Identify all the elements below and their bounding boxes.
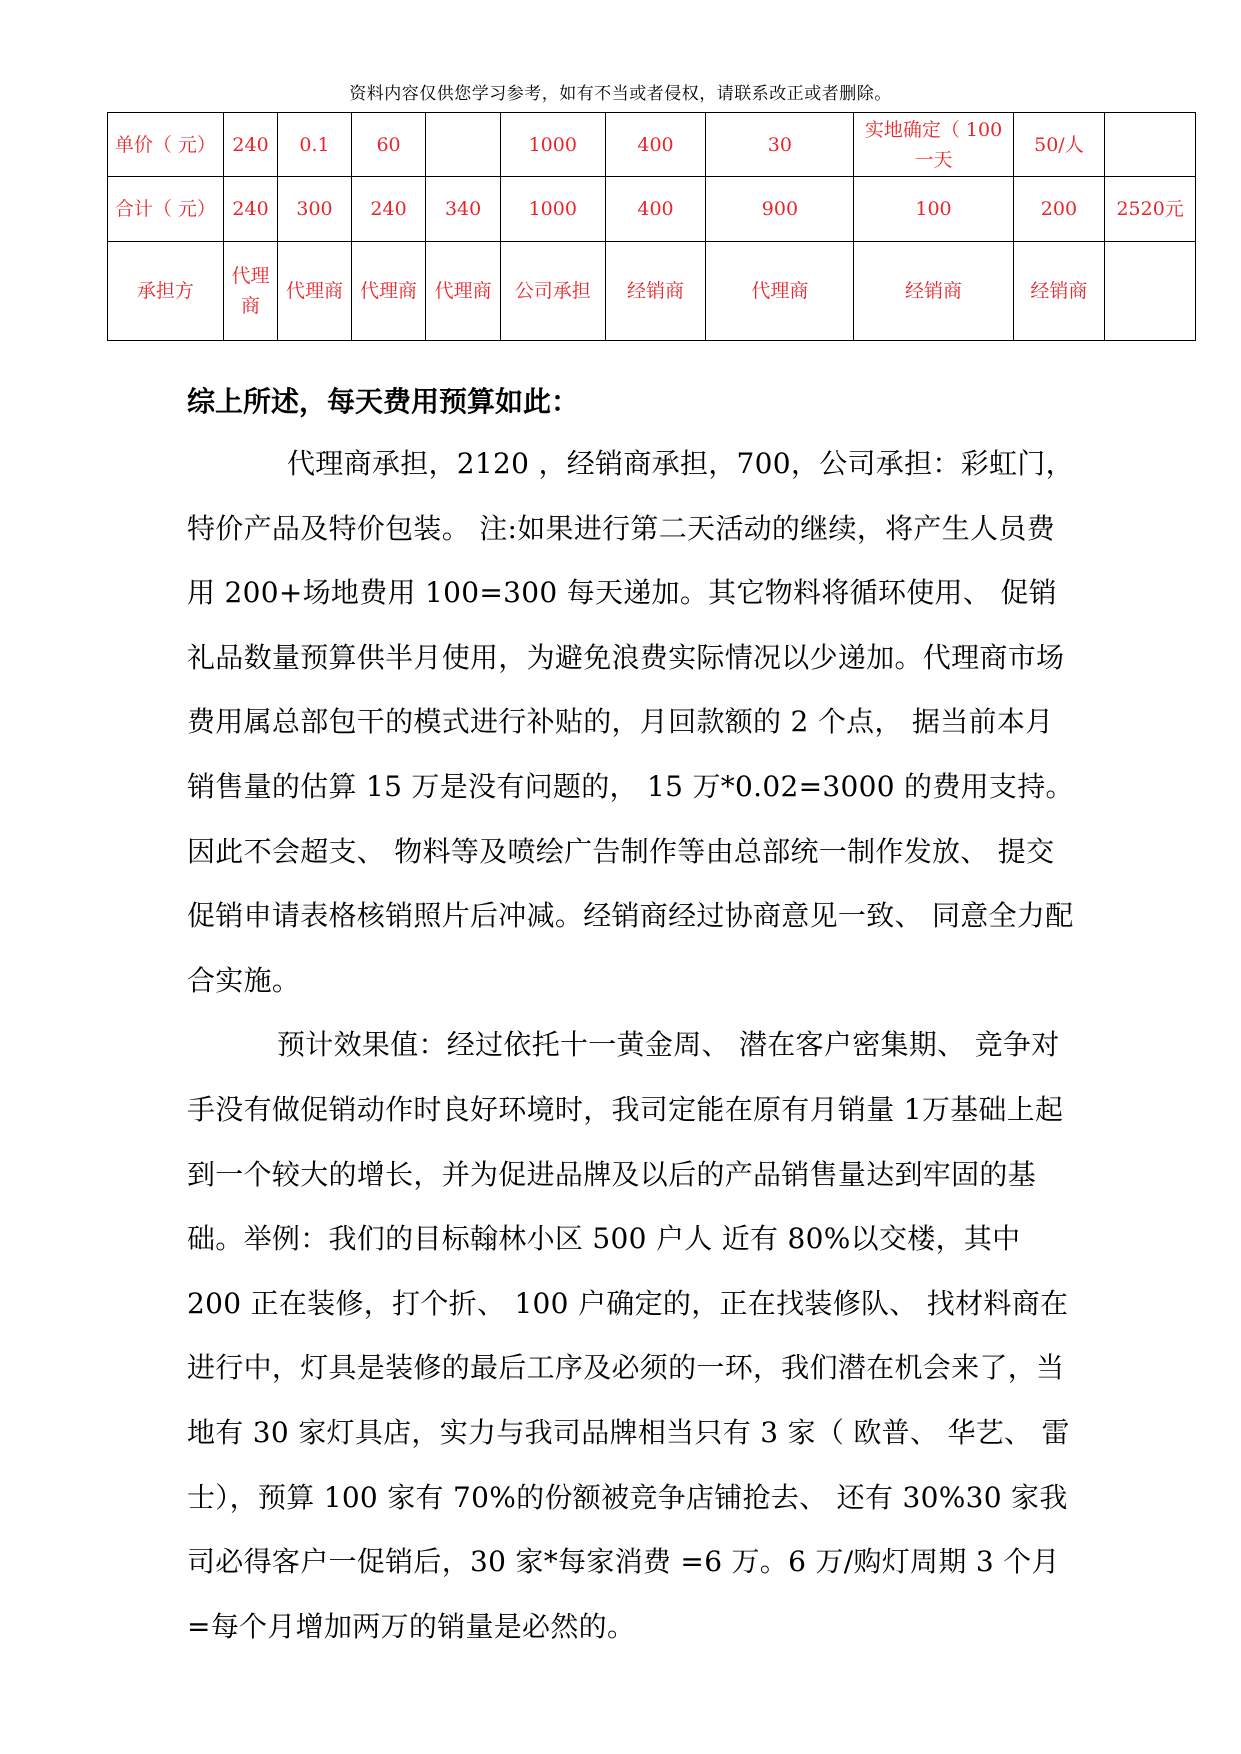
table-cell: 经销商 xyxy=(1013,242,1105,341)
section-heading: 综上所述，每天费用预算如此： xyxy=(187,385,580,418)
table-cell: 代理商 xyxy=(706,242,854,341)
table-cell: 240 xyxy=(351,177,426,242)
table-cell: 0.1 xyxy=(278,113,352,177)
table-cell: 代理商 xyxy=(223,242,277,341)
table-cell: 实地确定（ 100 一天 xyxy=(854,113,1013,177)
table-cell: 900 xyxy=(706,177,854,242)
table-cell: 经销商 xyxy=(605,242,706,341)
table-cell: 400 xyxy=(605,113,706,177)
table-cell: 2520元 xyxy=(1105,177,1196,242)
row-header-cell: 合计（ 元） xyxy=(108,177,224,242)
table-cell xyxy=(1105,242,1196,341)
table-cell: 公司承担 xyxy=(500,242,605,341)
table-cell: 代理商 xyxy=(426,242,501,341)
table-cell: 代理商 xyxy=(351,242,426,341)
table-cell: 100 xyxy=(854,177,1013,242)
main-content xyxy=(187,382,1077,1659)
row-header-cell: 单价（ 元） xyxy=(108,113,224,177)
unit-price-row xyxy=(108,113,1196,177)
table-cell: 300 xyxy=(278,177,352,242)
total-row xyxy=(108,177,1196,242)
budget-table xyxy=(107,112,1196,341)
table-cell: 340 xyxy=(426,177,501,242)
header-disclaimer: 资料内容仅供您学习参考，如有不当或者侵权，请联系改正或者删除。 xyxy=(349,84,892,104)
table-cell: 240 xyxy=(223,113,277,177)
table-cell: 1000 xyxy=(500,177,605,242)
table-cell: 200 xyxy=(1013,177,1105,242)
table-cell: 60 xyxy=(351,113,426,177)
table-cell: 1000 xyxy=(500,113,605,177)
table-cell: 50/人 xyxy=(1013,113,1105,177)
table-cell xyxy=(1105,113,1196,177)
row-header-cell: 承担方 xyxy=(108,242,224,341)
table-cell: 代理商 xyxy=(278,242,352,341)
responsible-party-row xyxy=(108,242,1196,341)
paragraph-expected-effect: 预计效果值：经过依托十一黄金周、 潜在客户密集期、 竞争对手没有做促销动作时良好环境时，我司定能在原有月销量 1万基础上起到一个较大的增长，并为促进品牌及以后的产品销售量达到牢固的基础。举例：我们的目标翰林小区 500 户人 近有 80%以交楼，其中 200 正在装修，打个折、 100 户确定的，正在找装修队、 找材料商在进行中，灯具是装修的最后工序及必须的一环，我们潜在机会来了，当地有 30 家灯具店，实力与我司品牌相当只有 3 家（ 欧普、 华艺、 雷士），预算 100 家有 70%的份额被竞争店铺抢去、 还有 30%30 家我司必得客户一促销后，30 家*每家消费 =6 万。6 万/购灯周期 3 个月=每个月增加两万的销量是必然的。 xyxy=(187,1028,1070,1643)
table-cell xyxy=(426,113,501,177)
table-cell: 30 xyxy=(706,113,854,177)
table-cell: 400 xyxy=(605,177,706,242)
paragraph-budget-summary: 代理商承担，2120 ，经销商承担，700，公司承担：彩虹门，特价产品及特价包装。 注:如果进行第二天活动的继续，将产生人员费用 200+场地费用 100=300 每天递加。其它物料将循环使用、 促销礼品数量预算供半月使用，为避免浪费实际情况以少递加。代理商市场费用属总部包干的模式进行补贴的，月回款额的 2 个点， 据当前本月销售量的估算 15 万是没有问题的， 15 万*0.02=3000 的费用支持。因此不会超支、 物料等及喷绘广告制作等由总部统一制作发放、 提交促销申请表格核销照片后冲减。经销商经过协商意见一致、 同意全力配合实施。 xyxy=(187,447,1074,997)
table-cell: 240 xyxy=(223,177,277,242)
table-cell: 经销商 xyxy=(854,242,1013,341)
